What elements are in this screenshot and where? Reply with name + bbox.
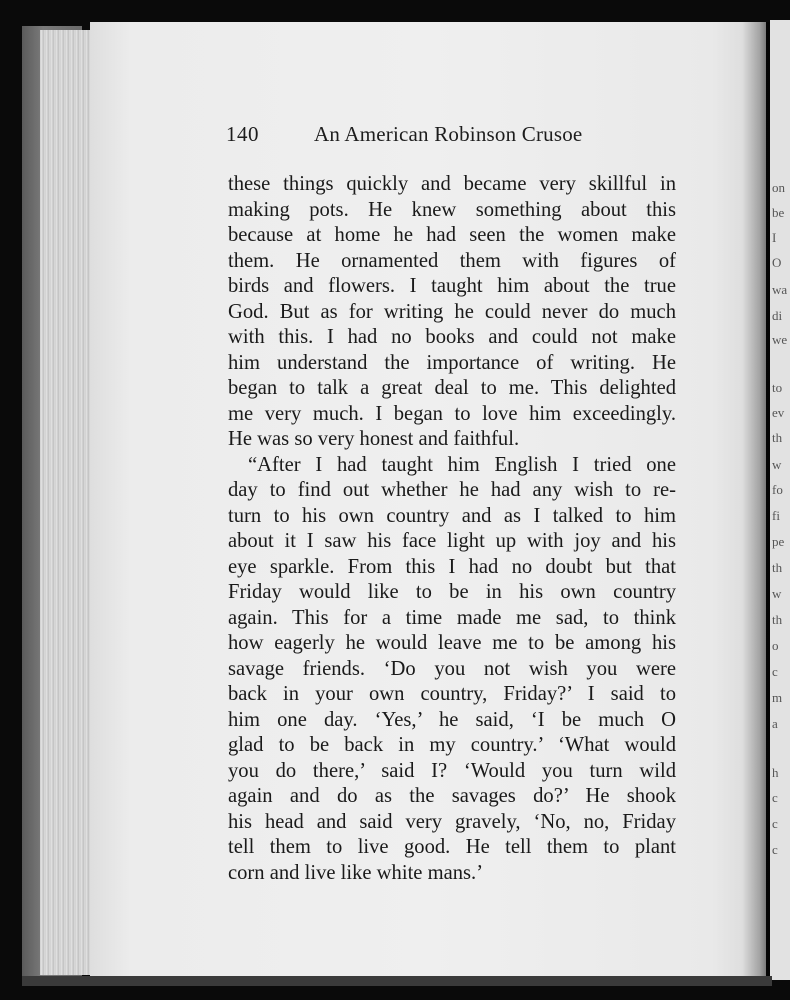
text-line: these things quickly and became very skillful in — [228, 173, 676, 195]
text-line: him one day. ‘Yes,’ he said, ‘I be much O — [228, 708, 676, 731]
facing-page-fragment: m — [772, 690, 783, 705]
text-line: turn to his own country and as I talked to him — [228, 504, 676, 527]
facing-page-fragment: O — [772, 255, 782, 270]
facing-page-fragment: c — [772, 664, 778, 679]
facing-page-fragment: a — [772, 716, 778, 731]
text-line: because at home he had seen the women make — [228, 224, 676, 246]
page-gutter-shadow — [742, 22, 772, 977]
text-line: God. But as for writing he could never do much — [228, 300, 676, 323]
text-line: back in your own country, Friday?’ I said to — [228, 683, 676, 705]
running-head — [226, 122, 676, 147]
facing-page-fragment: on — [772, 180, 785, 195]
facing-page-fragment: c — [772, 790, 778, 805]
text-line: tell them to live good. He tell them to plant — [228, 836, 676, 858]
facing-page-fragment: o — [772, 638, 779, 653]
facing-page-fragment: be — [772, 205, 785, 220]
text-line: making pots. He knew something about this — [228, 198, 676, 221]
facing-page-fragment: ev — [772, 405, 785, 420]
facing-page-fragment: th — [772, 560, 783, 575]
facing-page-fragment: we — [772, 332, 788, 347]
text-line: glad to be back in my country.’ ‘What would — [228, 734, 676, 756]
text-line: me very much. I began to love him exceedingly. — [228, 402, 676, 425]
facing-page-sliver — [770, 20, 790, 980]
page-number: 140 — [226, 122, 259, 146]
book-bottom-edge — [22, 976, 772, 986]
running-title: An American Robinson Crusoe — [314, 122, 583, 146]
facing-page-fragment: w — [772, 586, 782, 601]
facing-page-fragment: fi — [772, 508, 780, 523]
text-line: began to talk a great deal to me. This delighted — [228, 377, 676, 399]
facing-page-fragment: wa — [772, 282, 788, 297]
page-body-text — [228, 172, 676, 886]
text-line: how eagerly he would leave me to be among his — [228, 632, 676, 654]
facing-page-fragment: th — [772, 612, 783, 627]
text-line: Friday would like to be in his own country — [228, 581, 676, 603]
text-line: again. This for a time made me sad, to think — [228, 606, 676, 629]
text-line: them. He ornamented them with figures of — [228, 249, 676, 272]
text-line: “After I had taught him English I tried one — [248, 453, 676, 476]
text-line: about it I saw his face light up with joy and his — [228, 530, 676, 552]
text-line: his head and said very gravely, ‘No, no, Friday — [228, 810, 676, 833]
text-line: He was so very honest and faithful. — [228, 428, 520, 450]
facing-page-fragment: c — [772, 842, 778, 857]
facing-page-fragment: fo — [772, 482, 783, 497]
text-line: him understand the importance of writing. He — [228, 351, 676, 374]
text-line: you do there,’ said I? ‘Would you turn wild — [228, 759, 676, 782]
text-line: corn and live like white mans.’ — [228, 861, 484, 884]
facing-page-fragment: th — [772, 430, 783, 445]
text-line: birds and flowers. I taught him about the true — [228, 275, 676, 297]
facing-page-fragment: w — [772, 457, 782, 472]
facing-page-fragment: di — [772, 308, 783, 323]
facing-page-fragment: I — [772, 230, 777, 245]
facing-page-fragment: h — [772, 765, 779, 780]
facing-page-fragment: c — [772, 816, 778, 831]
text-line: savage friends. ‘Do you not wish you were — [228, 657, 676, 680]
text-line: again and do as the savages do?’ He shook — [228, 785, 676, 807]
facing-page-fragment: pe — [772, 534, 785, 549]
text-line: with this. I had no books and could not make — [228, 326, 676, 348]
facing-page-fragment: to — [772, 380, 783, 395]
text-line: eye sparkle. From this I had no doubt but that — [228, 555, 676, 578]
text-line: day to find out whether he had any wish to re- — [228, 479, 676, 501]
